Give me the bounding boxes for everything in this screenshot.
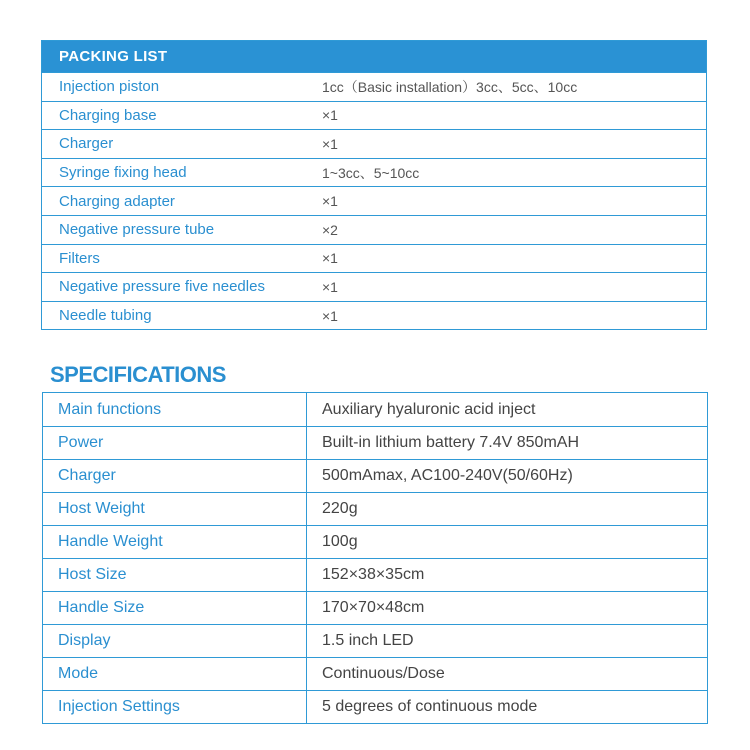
table-row — [42, 272, 706, 301]
packing-item-name: Negative pressure five needles — [59, 278, 265, 296]
table-row — [42, 72, 706, 101]
table-row — [43, 558, 707, 591]
table-row — [43, 492, 707, 525]
table-row — [42, 301, 706, 330]
spec-label: Power — [43, 427, 307, 459]
table-row — [43, 690, 707, 723]
spec-value: 500mAmax, AC100-240V(50/60Hz) — [322, 467, 573, 484]
spec-value: 1.5 inch LED — [322, 632, 414, 649]
packing-item-value: ×1 — [322, 278, 338, 295]
spec-value: Auxiliary hyaluronic acid inject — [322, 400, 536, 418]
spec-label: Injection Settings — [43, 691, 307, 723]
packing-item-name: Charging base — [59, 106, 157, 124]
specifications-table — [42, 392, 708, 724]
packing-item-value: 1~3cc、5~10cc — [322, 164, 420, 181]
spec-label: Charger — [43, 460, 307, 492]
packing-item-value: ×1 — [322, 135, 338, 152]
table-row — [43, 591, 707, 624]
packing-item-name: Syringe fixing head — [59, 164, 187, 182]
packing-item-name: Negative pressure tube — [59, 221, 215, 239]
spec-label: Handle Size — [43, 592, 307, 624]
spec-value: Continuous/Dose — [322, 665, 445, 682]
packing-list-table — [41, 40, 707, 330]
spec-value: 100g — [322, 533, 358, 550]
packing-item-value: ×1 — [322, 307, 338, 324]
spec-value: 152×38×35cm — [322, 566, 425, 583]
spec-label: Host Weight — [43, 493, 307, 525]
specifications-title: SPECIFICATIONS — [50, 362, 226, 387]
packing-item-value: ×1 — [322, 193, 338, 210]
table-row — [43, 657, 707, 690]
spec-value: Built-in lithium battery 7.4V 850mAH — [322, 434, 579, 451]
table-row — [43, 459, 707, 492]
packing-item-name: Injection piston — [59, 78, 160, 96]
packing-item-value: ×1 — [322, 250, 338, 267]
spec-value: 5 degrees of continuous mode — [322, 698, 538, 715]
table-row — [42, 244, 706, 273]
packing-list-title: PACKING LIST — [42, 41, 706, 72]
table-row — [43, 525, 707, 558]
packing-item-name: Charger — [59, 135, 114, 153]
spec-label: Host Size — [43, 559, 307, 591]
table-row — [42, 215, 706, 244]
packing-item-name: Filters — [59, 249, 100, 267]
table-row — [43, 624, 707, 657]
spec-label: Display — [43, 625, 307, 657]
table-row — [42, 129, 706, 158]
spec-label: Mode — [43, 658, 307, 690]
table-row — [43, 426, 707, 459]
packing-item-value: 1cc（Basic installation）3cc、5cc、10cc — [322, 78, 578, 95]
packing-item-value: ×1 — [322, 107, 338, 124]
table-row — [42, 101, 706, 130]
spec-value: 220g — [322, 500, 358, 517]
table-row — [42, 186, 706, 215]
packing-item-value: ×2 — [322, 221, 338, 238]
spec-label: Handle Weight — [43, 526, 307, 558]
packing-item-name: Needle tubing — [59, 307, 152, 325]
table-row — [42, 158, 706, 187]
spec-value: 170×70×48cm — [322, 599, 425, 616]
table-row — [43, 393, 707, 426]
spec-label: Main functions — [43, 393, 307, 426]
packing-item-name: Charging adapter — [59, 192, 175, 210]
